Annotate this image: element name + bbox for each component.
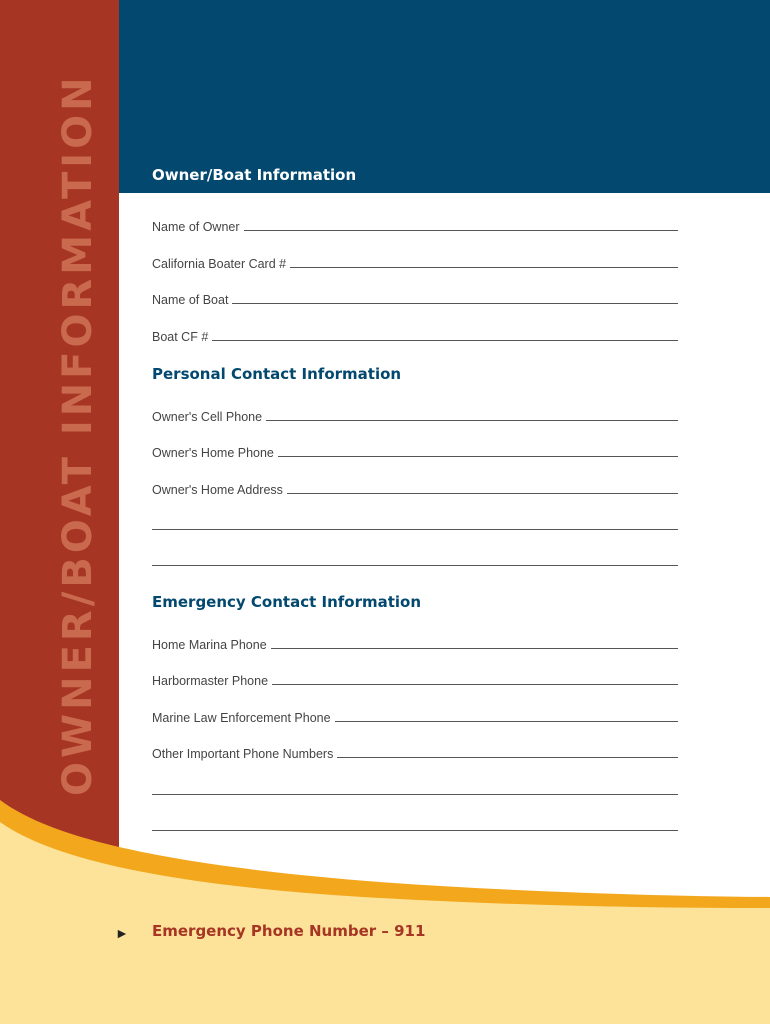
field-label: Marine Law Enforcement Phone: [152, 711, 331, 725]
section-title-personal: Personal Contact Information: [152, 365, 402, 383]
field-label: Owner's Cell Phone: [152, 410, 263, 424]
field-label: Other Important Phone Numbers: [152, 747, 334, 761]
field-label: Owner's Home Phone: [152, 446, 274, 460]
arrow-icon: ►: [115, 925, 129, 941]
field-label: Name of Owner: [152, 220, 240, 234]
section-title-owner-boat: Owner/Boat Information: [152, 166, 357, 184]
field-label: Harbormaster Phone: [152, 674, 269, 688]
field-label: Home Marina Phone: [152, 638, 267, 652]
emergency-phone-number: Emergency Phone Number – 911: [152, 922, 426, 940]
section-title-emergency: Emergency Contact Information: [152, 593, 422, 611]
field-label: Owner's Home Address: [152, 483, 283, 497]
field-label: California Boater Card #: [152, 257, 287, 271]
field-label: Name of Boat: [152, 293, 229, 307]
sidebar-title: OWNER/BOAT INFORMATION: [55, 73, 101, 796]
field-label: Boat CF #: [152, 330, 209, 344]
